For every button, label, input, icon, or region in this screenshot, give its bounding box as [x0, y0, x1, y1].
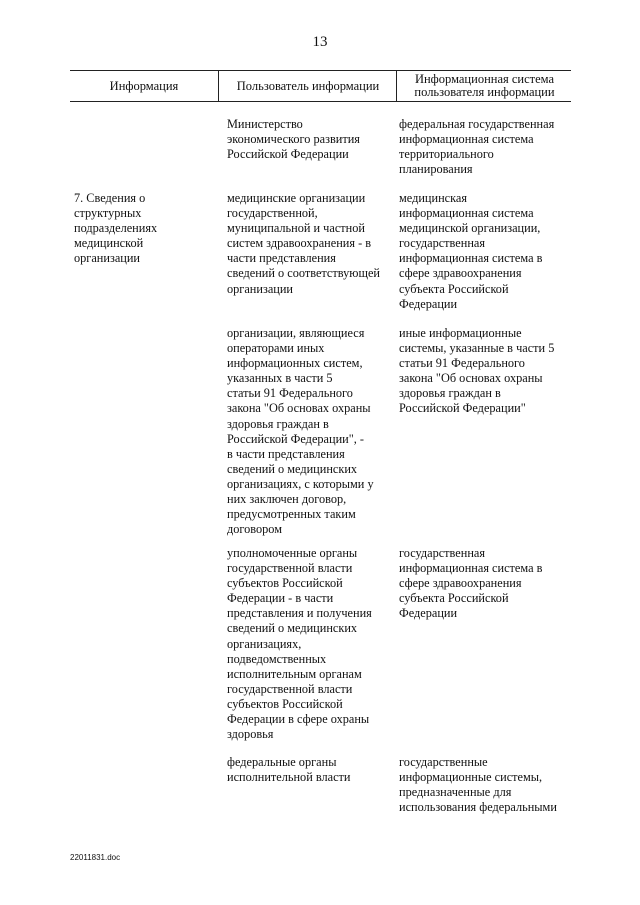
row-1-user: Министерство экономического развития Российской Федерации — [227, 117, 360, 162]
page-number: 13 — [312, 34, 328, 50]
header-information-system: Информационная система пользователя информации — [396, 71, 572, 101]
row-3-user: организации, являющиеся операторами иных информационных систем, указанных в части 5 статьи 91 Федерального закона "Об основах охраны здоровья граждан в Российской Федерации", - в части представления сведений о медицинских организациях, с которыми у них заключен договор, предусмотренных таким договором — [227, 326, 374, 537]
table-header — [70, 70, 571, 102]
row-3-system: иные информационные системы, указанные в части 5 статьи 91 Федерального закона "Об основах охраны здоровья граждан в Российской Федерации" — [399, 326, 555, 416]
row-4-user: уполномоченные органы государственной власти субъектов Российской Федерации - в части представления и получения сведений о медицинских организациях, подведомственных исполнительным органам государственной власти субъектов Российской Федерации в сфере охраны здоровья — [227, 546, 372, 742]
row-1-system: федеральная государственная информационная система территориального планирования — [399, 117, 555, 177]
row-4-system: государственная информационная система в сфере здравоохранения субъекта Российской Федерации — [399, 546, 543, 621]
row-2-information: 7. Сведения о структурных подразделениях медицинской организации — [74, 191, 158, 266]
row-2-user: медицинские организации государственной, муниципальной и частной систем здравоохранения - в части представления сведений о соответствующей организации — [227, 191, 380, 296]
header-information: Информация — [109, 78, 179, 93]
document-filename: 22011831.doc — [70, 853, 121, 862]
row-5-system: государственные информационные системы, предназначенные для использования федеральными — [399, 755, 557, 815]
header-information-user: Пользователь информации — [218, 71, 397, 101]
row-5-user: федеральные органы исполнительной власти — [227, 755, 351, 785]
row-2-system: медицинская информационная система медицинской организации, государственная информационная система в сфере здравоохранения субъекта Российской Федерации — [399, 191, 543, 311]
